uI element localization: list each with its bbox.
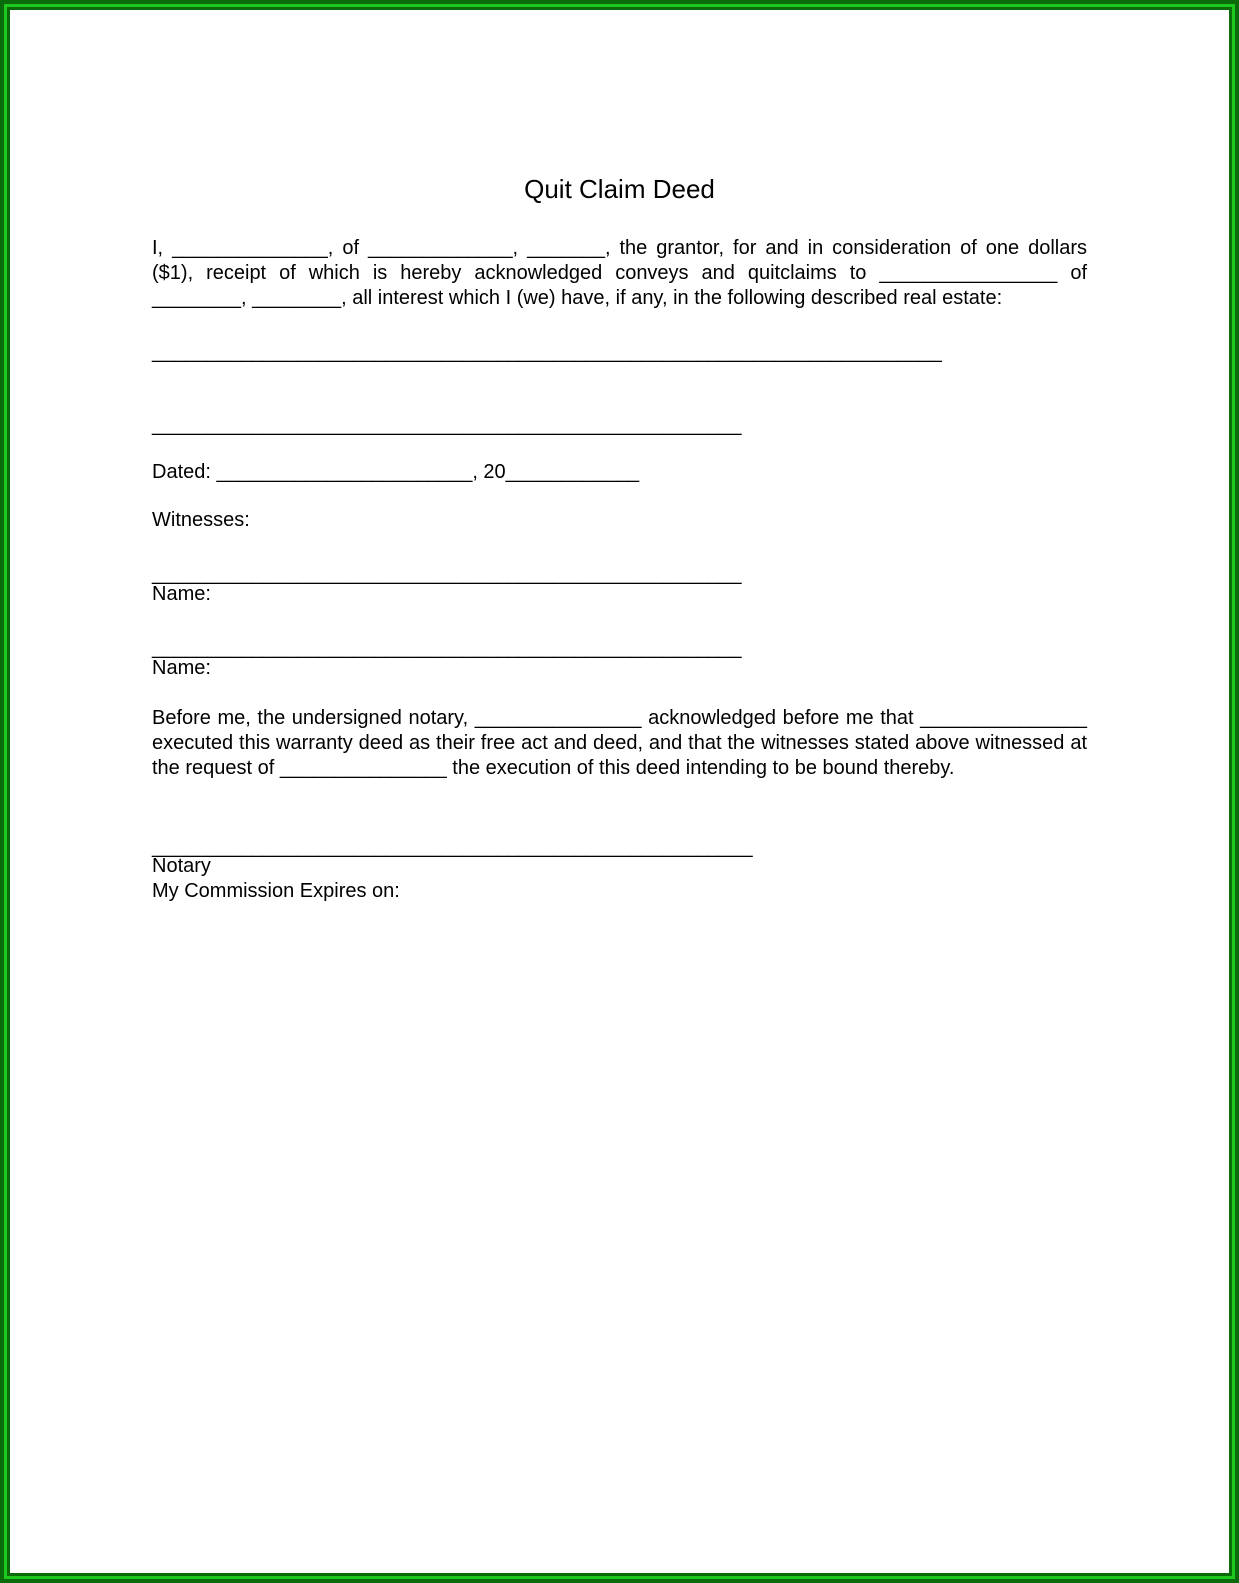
witness-1-signature-line: _____________________________________________________ [152, 563, 742, 585]
intro-paragraph: I, ______________, of _____________, _______, the grantor, for and in consideration of one dollars ($1), receipt of which is hereby acknowledged conveys and quitclaims to ________________ of ________, ________, all interest which I (we) have, if any, in the following described real estate: [152, 237, 1087, 309]
witness-2-signature-line: _____________________________________________________ [152, 637, 742, 659]
witness-2-name-label: Name: [152, 657, 211, 679]
witness-1-name-label: Name: [152, 583, 211, 605]
notary-signature-line: ______________________________________________________ [152, 836, 753, 858]
dated-field: Dated: _______________________, 20____________ [152, 461, 640, 483]
notary-label: Notary [152, 855, 211, 877]
estate-description-line: _______________________________________________________________________ [152, 341, 942, 363]
commission-expires-label: My Commission Expires on: [152, 880, 400, 902]
grantor-signature-line: _____________________________________________________ [152, 414, 742, 436]
page-title: Quit Claim Deed [524, 174, 715, 204]
notary-paragraph: Before me, the undersigned notary, _______________ acknowledged before me that _______________ executed this warranty deed as their free act and deed, and that the witnesses stated above witnessed at the request of _______________ the execution of this deed intending to be bound thereby. [152, 707, 1087, 779]
witnesses-heading: Witnesses: [152, 509, 250, 531]
